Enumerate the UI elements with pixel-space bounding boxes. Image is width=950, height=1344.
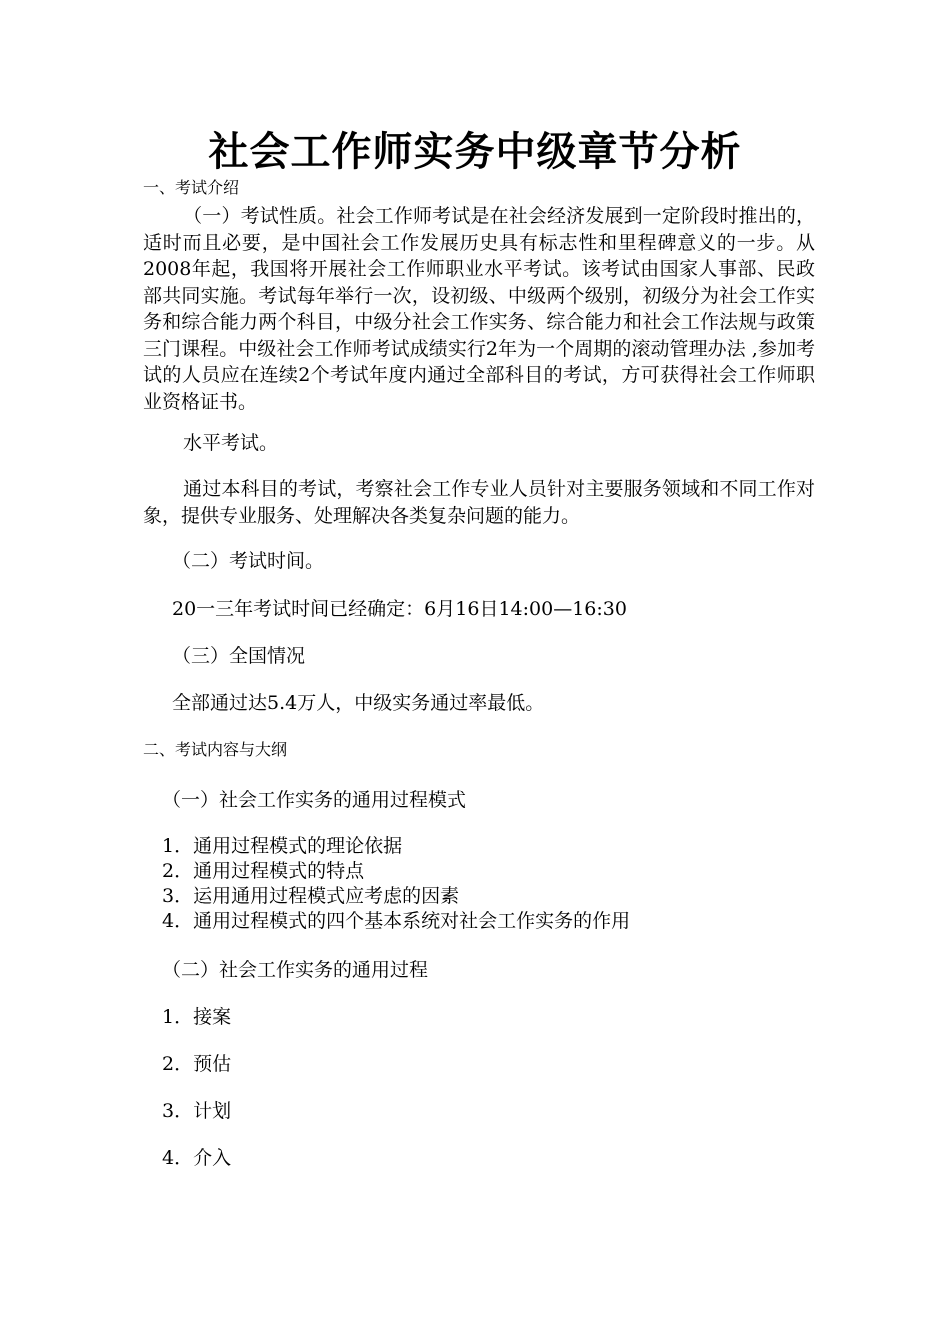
subheading-exam-time: （二）考试时间。 [172, 550, 325, 572]
subheading-general-process-model: （一）社会工作实务的通用过程模式 [162, 789, 467, 811]
list-item: 1．接案 [162, 1006, 232, 1028]
national-status-text: 全部通过达5.4万人，中级实务通过率最低。 [172, 692, 545, 714]
list-item: 3．计划 [162, 1100, 232, 1122]
list-item: 3．运用通用过程模式应考虑的因素 [162, 885, 460, 907]
list-item: 1．通用过程模式的理论依据 [162, 835, 403, 857]
general-process-model-list [162, 834, 630, 934]
subheading-national-status: （三）全国情况 [172, 645, 306, 667]
paragraph-exam-nature-text: （一）考试性质。社会工作师考试是在社会经济发展到一定阶段时推出的，适时而且必要，是中国社会工作发展历史具有标志性和里程碑意义的一步。从2008年起，我国将开展社会工作师职业水平考试。该考试由国家人事部、民政部共同实施。考试每年举行一次，设初级、中级两个级别，初级分为社会工作实务和综合能力两个科目，中级分社会工作实务、综合能力和社会工作法规与政策三门课程。中级社会工作师考试成绩实行2年为一个周期的滚动管理办法 ,参加考试的人员应在连续2个考试年度内通过全部科目的考试，方可获得社会工作师职业资格证书。 [143, 205, 815, 413]
list-item: 4．通用过程模式的四个基本系统对社会工作实务的作用 [162, 910, 631, 932]
paragraph-exam-purpose [143, 476, 815, 529]
section-heading-exam-intro: 一、考试介绍 [143, 178, 240, 197]
page-title: 社会工作师实务中级章节分析 [208, 129, 742, 175]
subheading-general-process: （二）社会工作实务的通用过程 [162, 959, 429, 981]
level-exam-line: 水平考试。 [183, 432, 279, 454]
list-item: 2．通用过程模式的特点 [162, 860, 365, 882]
section-heading-exam-content: 二、考试内容与大纲 [143, 740, 288, 759]
paragraph-exam-nature [143, 203, 815, 415]
list-item: 2．预估 [162, 1053, 232, 1075]
paragraph-exam-purpose-text: 通过本科目的考试，考察社会工作专业人员针对主要服务领域和不同工作对象，提供专业服务、处理解决各类复杂问题的能力。 [143, 478, 815, 527]
exam-time-text: 20一三年考试时间已经确定：6月16日14:00—16:30 [172, 598, 627, 620]
list-item: 4．介入 [162, 1147, 232, 1169]
